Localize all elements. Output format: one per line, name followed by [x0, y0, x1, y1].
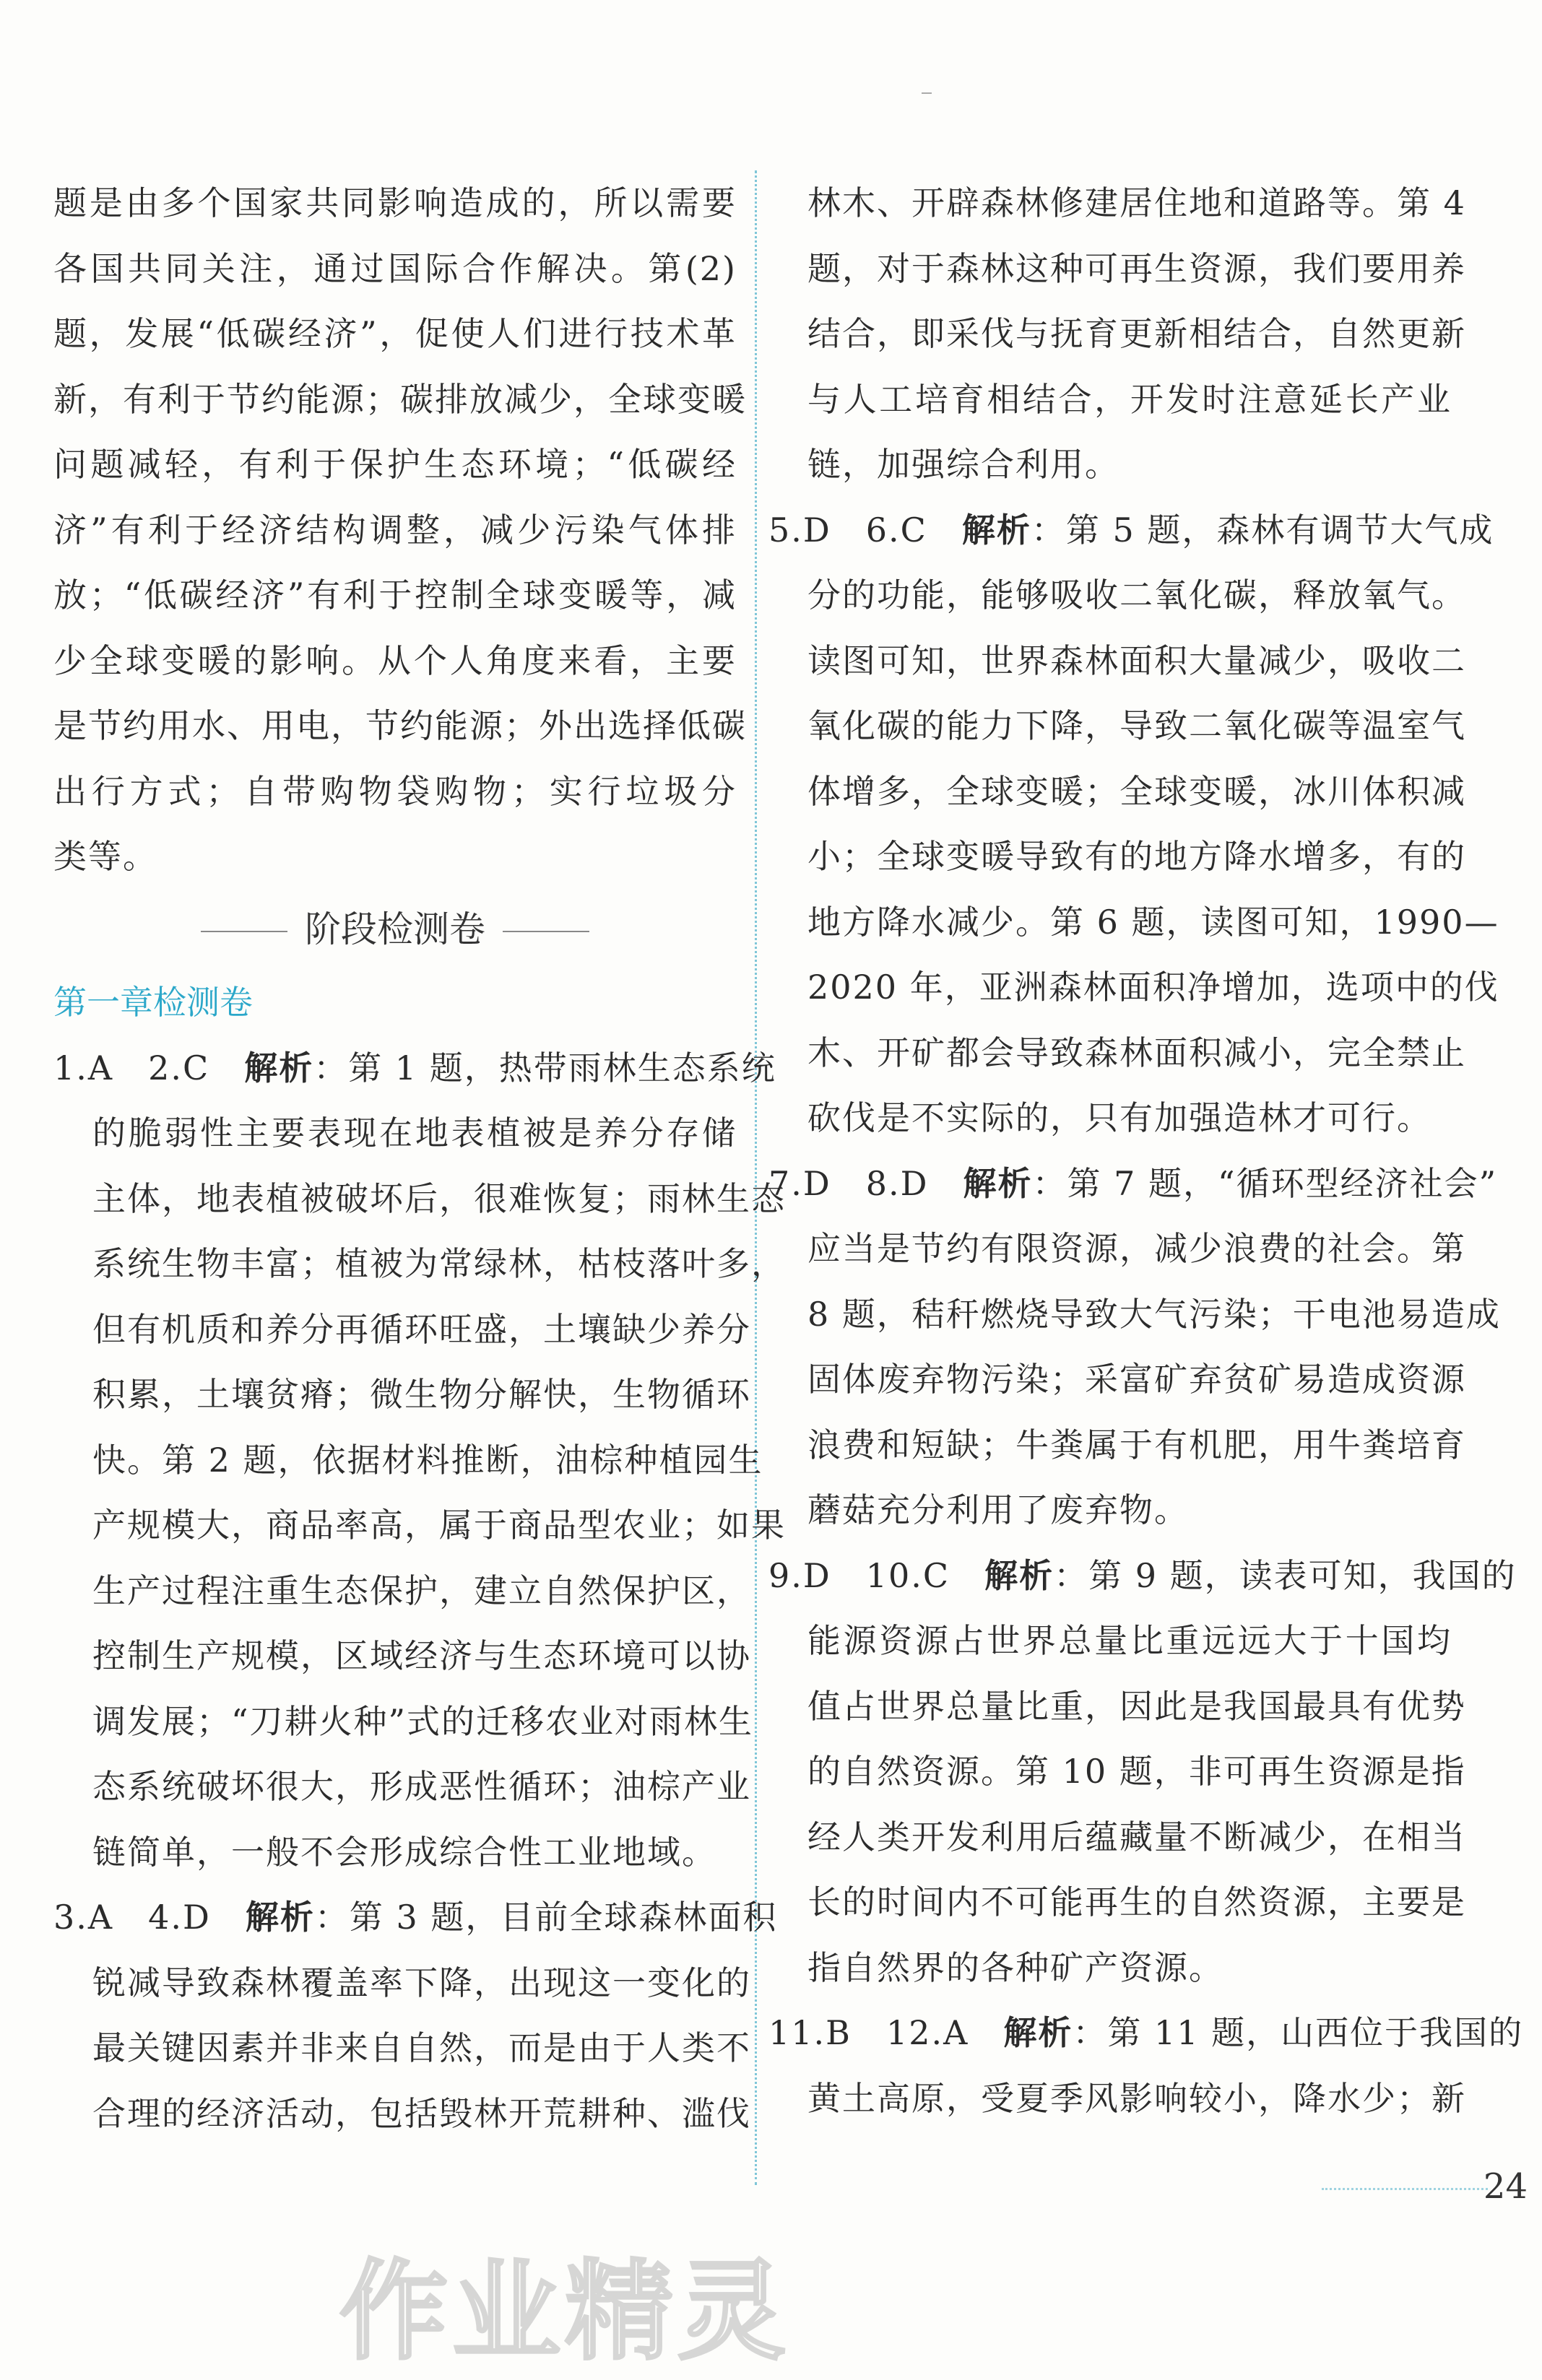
watermark: 作业精灵 [339, 2249, 791, 2375]
analysis-text: ：第 7 题，“循环型经济社会” [1032, 1163, 1498, 1203]
text-line: 林木、开辟森林修建居住地和道路等。第 4 [807, 183, 1466, 222]
text-line: 地方降水减少。第 6 题，读图可知，1990— [807, 902, 1499, 942]
analysis-label: 解析 [245, 1898, 315, 1937]
text-line: 主体，地表植被破坏后，很难恢复；雨林生态 [92, 1178, 786, 1218]
text-line: 浪费和短缺；牛粪属于有机肥，用牛粪培育 [807, 1425, 1466, 1464]
text-line: 的脆弱性主要表现在地表植被是养分存储 [92, 1113, 737, 1152]
text-line: 锐减导致森林覆盖率下降，出现这一变化的 [92, 1963, 751, 2002]
text-line: 题是由多个国家共同影响造成的，所以需要 [53, 183, 737, 222]
text-line: 少全球变暖的影响。从个人角度来看，主要 [53, 640, 737, 680]
text-line: 合理的经济活动，包括毁林开荒耕种、滥伐 [92, 2093, 751, 2133]
analysis-label: 解析 [963, 1163, 1033, 1203]
text-line: 应当是节约有限资源，减少浪费的社会。第 [807, 1229, 1466, 1268]
page-number: 24 [1483, 2166, 1528, 2207]
analysis-label: 解析 [1003, 2013, 1073, 2052]
text-line: 各国共同关注，通过国际合作解决。第(2) [53, 248, 737, 288]
analysis-text: ：第 9 题，读表可知，我国的 [1054, 1555, 1517, 1595]
text-line: 体增多，全球变暖；全球变暖，冰川体积减 [807, 771, 1466, 811]
left-column [53, 170, 786, 2146]
answer-first-line [768, 1151, 1498, 1217]
text-line: 链简单，一般不会形成综合性工业地域。 [92, 1832, 716, 1872]
text-line: 的自然资源。第 10 题，非可再生资源是指 [807, 1752, 1466, 1791]
answer-first-line [768, 1543, 1517, 1609]
text-line: 砍伐是不实际的，只有加强造林才可行。 [807, 1098, 1431, 1137]
text-line: 长的时间内不可能再生的自然资源，主要是 [807, 1882, 1466, 1921]
text-line: 系统生物丰富；植被为常绿林，枯枝落叶多， [92, 1244, 786, 1283]
text-line: 是节约用水、用电，节约能源；外出选择低碳 [53, 706, 747, 745]
text-line: 能源资源占世界总量比重远远大于十国均 [807, 1621, 1452, 1660]
left-intro [53, 170, 747, 890]
text-line: 链，加强综合利用。 [807, 445, 1119, 484]
analysis-label: 解析 [984, 1555, 1054, 1595]
title-rule-left [201, 931, 287, 932]
text-line: 济”有利于经济结构调整，减少污染气体排 [53, 510, 737, 550]
answer-keys: 7.D 8.D [768, 1163, 963, 1203]
answer-keys: 5.D 6.C [768, 510, 962, 550]
text-line: 调发展；“刀耕火种”式的迁移农业对雨林生 [92, 1701, 754, 1741]
text-line: 产规模大，商品率高，属于商品型农业；如果 [92, 1506, 786, 1545]
text-line: 氧化碳的能力下降，导致二氧化碳等温室气 [807, 706, 1466, 745]
text-line: 固体废弃物污染；采富矿弃贫矿易造成资源 [807, 1360, 1466, 1399]
answer-block-q3 [53, 1885, 778, 2146]
analysis-text: ：第 5 题，森林有调节大气成 [1031, 510, 1494, 550]
answer-keys: 11.B 12.A [768, 2013, 1004, 2052]
text-line: 生产过程注重生态保护，建立自然保护区， [92, 1571, 751, 1610]
text-line: 与人工培育相结合，开发时注意延长产业 [807, 379, 1452, 419]
analysis-text: ：第 1 题，热带雨林生态系统 [313, 1048, 776, 1087]
text-line: 但有机质和养分再循环旺盛，土壤缺少养分 [92, 1309, 751, 1349]
answer-first-line [53, 1035, 776, 1101]
chapter-title: 第一章检测卷 [53, 982, 253, 1022]
text-line: 控制生产规模，区域经济与生态环境可以协 [92, 1636, 751, 1675]
section-title-text: 阶段检测卷 [305, 908, 485, 950]
text-line: 题，对于森林这种可再生资源，我们要用养 [807, 248, 1466, 288]
text-line: 蘑菇充分利用了废弃物。 [807, 1490, 1189, 1529]
text-line: 分的功能，能够吸收二氧化碳，释放氧气。 [807, 576, 1466, 614]
answer-block-q7 [768, 1151, 1501, 1543]
text-line: 类等。 [53, 837, 157, 876]
answer-block-q9 [768, 1543, 1517, 2001]
right-intro [768, 170, 1466, 498]
text-line: 读图可知，世界森林面积大量减少，吸收二 [807, 640, 1466, 680]
right-column [768, 170, 1524, 2131]
section-title [53, 890, 737, 969]
text-line: 放；“低碳经济”有利于控制全球变暖等，减 [53, 576, 737, 614]
answer-keys: 3.A 4.D [53, 1898, 246, 1937]
text-line: 态系统破坏很大，形成恶性循环；油棕产业 [92, 1767, 751, 1806]
text-line: 经人类开发利用后蕴藏量不断减少，在相当 [807, 1817, 1466, 1856]
analysis-text: ：第 3 题，目前全球森林面积 [314, 1898, 778, 1937]
answer-keys: 9.D 10.C [768, 1555, 985, 1595]
text-line: 黄土高原，受夏季风影响较小，降水少；新 [807, 2078, 1466, 2118]
text-line: 木、开矿都会导致森林面积减小，完全禁止 [807, 1033, 1466, 1072]
analysis-label: 解析 [961, 510, 1031, 550]
text-line: 积累，土壤贫瘠；微生物分解快，生物循环 [92, 1375, 751, 1414]
text-line: 结合，即采伐与抚育更新相结合，自然更新 [807, 314, 1466, 353]
text-line: 最关键因素并非来自自然，而是由于人类不 [92, 2028, 751, 2067]
text-line: 2020 年，亚洲森林面积净增加，选项中的伐 [807, 968, 1499, 1007]
text-line: 小；全球变暖导致有的地方降水增多，有的 [807, 837, 1466, 876]
answer-first-line [768, 2000, 1524, 2066]
text-line: 值占世界总量比重，因此是我国最具有优势 [807, 1686, 1466, 1726]
text-line: 新，有利于节约能源；碳排放减少，全球变暖 [53, 379, 747, 419]
analysis-label: 解析 [244, 1048, 314, 1087]
text-line: 题，发展“低碳经济”，促使人们进行技术革 [53, 314, 737, 353]
top-mark [922, 92, 932, 94]
answer-block-q11 [768, 2000, 1524, 2131]
answer-first-line [768, 498, 1494, 563]
page-number-rule [1322, 2188, 1488, 2190]
title-rule-right [503, 931, 589, 932]
answer-block-q1 [53, 1035, 786, 1885]
answer-keys: 1.A 2.C [53, 1048, 245, 1087]
text-line: 快。第 2 题，依据材料推断，油棕种植园生 [92, 1440, 763, 1480]
text-line: 8 题，秸秆燃烧导致大气污染；干电池易造成 [807, 1294, 1501, 1334]
analysis-text: ：第 11 题，山西位于我国的 [1073, 2013, 1524, 2052]
text-line: 出行方式；自带购物袋购物；实行垃圾分 [53, 771, 737, 811]
answer-first-line [53, 1885, 778, 1950]
text-line: 指自然界的各种矿产资源。 [807, 1947, 1223, 1987]
text-line: 问题减轻，有利于保护生态环境；“低碳经 [53, 445, 737, 484]
answer-block-q5 [768, 498, 1499, 1151]
